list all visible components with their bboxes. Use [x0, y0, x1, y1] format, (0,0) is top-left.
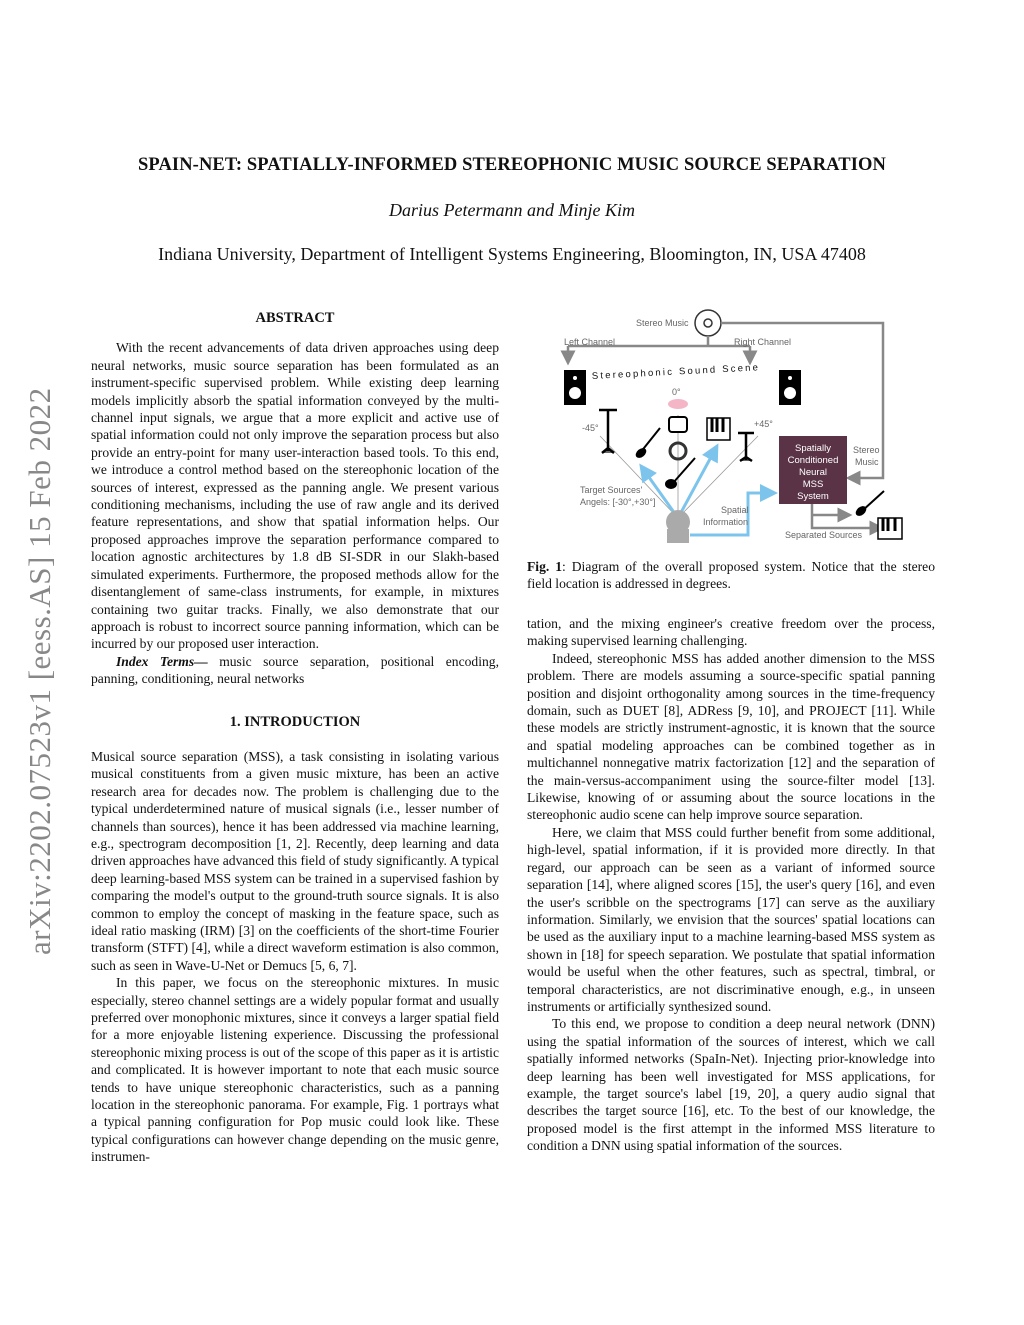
left-channel-label: Left Channel [564, 337, 616, 347]
index-terms-text: music source separation, positional encoding, panning, conditioning, neural networks [91, 653, 499, 687]
abstract-text: With the recent advancements of data driven approaches using deep neural networks, music source separation has been formulated as an instrument-specific supervised problem. While existing deep learning models implicitly absorb the spatial information conveyed by the multi-channel input signals, we argue that a more explicit and active use of spatial information could not only improve the separation process but also provide an entry-point for many user-interaction based tools. To this end, we introduce a control method based on the stereophonic location of the sources of interest, expressed as the panning angle. We present various conditioning mechanisms, including the use of raw angle and its derived feature representations, and show that spatial information helps. Our proposed approaches improve the separation performance compared to location agnostic architectures by 1.8 dB SI-SDR in our Slakh-based simulated experiments. Furthermore, the proposed methods allow for the disentanglement of same-class instruments, for example, in mixtures containing two guitar tracks. Finally, we also demonstrate that our approach is robust to incorrect source panning information, which can be incurred by our proposed user interaction. [91, 340, 499, 652]
vocals-lips-icon [668, 399, 688, 409]
abstract-heading: ABSTRACT [255, 310, 335, 326]
separated-piano-icon [878, 518, 902, 539]
spatial-info-label-2: Information [703, 517, 749, 527]
intro-paragraph-1: Musical source separation (MSS), a task consisting in isolating various musical constituents from a given music mixture, has been an active research area for decades now. The problem is challenging due to the typical underdetermined nature of musical signals (i.e., lesser number of channels than sources), hence it has been addressed via machine learning, e.g., spectrogram decomposition [1, 2]. Recently, deep learning and data driven approaches have advanced this field of study significantly. A typical deep learning-based MSS system can be trained in a supervised fashion by comparing the model's output to the ground-truth source signals. It is also common to employ the concept of masking in the feature space, such as ideal ratio masking (IRM) [3] on the coefficients of the short-time Fourier transform (STFT) [4], while a direct waveform estimation is also common, such as seen in Wave-U-Net or Demucs [5, 6, 7]. [91, 748, 499, 973]
affiliation: Indiana University, Department of Intelligent Systems Engineering, Bloomington, IN, USA 47408 [158, 244, 866, 264]
authors: Darius Petermann and Minje Kim [389, 200, 635, 220]
piano-icon [707, 418, 730, 440]
target-sources-label: Target Sources' [580, 485, 643, 495]
box-line-1: Spatially [795, 443, 831, 454]
figure-caption [527, 558, 935, 593]
right-channel-label: Right Channel [734, 337, 792, 347]
box-line-2: Conditioned [787, 455, 839, 466]
separated-sources-label: Separated Sources [785, 530, 863, 540]
right-column [527, 615, 935, 1155]
left-column [91, 310, 499, 1166]
acoustic-guitar-icon [665, 458, 695, 489]
stereo-music-right-1: Stereo [853, 445, 880, 455]
spatial-info-label-1: Spatial [721, 505, 749, 515]
intro-heading: 1. INTRODUCTION [229, 713, 361, 730]
right-speaker-icon [779, 370, 801, 405]
box-line-3: Neural [799, 467, 827, 478]
index-terms [91, 653, 499, 688]
intro-paragraph-4: Indeed, stereophonic MSS has added another dimension to the MSS problem. There are models assuming a source-specific spatial panning position and disjoint orthogonality among sources in the time-frequency domain, such as DUET [8], ADRess [9, 10], and PROJECT [11]. While these models are strictly instrument-agnostic, it is known that the source and spatial modeling approaches can be combined together as in multichannel nonnegative matrix factorization [12] and the separation of the main-versus-accompaniment using the source-filter model [13]. Likewise, knowing of or assuming about the source locations in the stereophonic audio scene can help improve source separation. [527, 650, 935, 823]
cd-icon [695, 310, 721, 336]
stereo-music-right-2: Music [855, 457, 879, 467]
index-terms-label: Index Terms— [116, 653, 208, 669]
separated-guitar-icon [854, 491, 884, 518]
caption-text: : Diagram of the overall proposed system. Notice that the stereo field location is addressed in degrees. [527, 559, 935, 592]
electric-guitar-icon [634, 428, 660, 460]
angle-zero-label: 0° [672, 387, 681, 397]
drum-icon [669, 417, 687, 432]
box-line-4: MSS [802, 479, 824, 490]
figure-1-diagram [540, 303, 930, 548]
intro-paragraph-5: Here, we claim that MSS could further benefit from some additional, high-level, spatial information, if it is provided more directly. In that regard, our approach can be seen as a variant of informed source separation [14], where aligned scores [15], the user's query [16], and even the user's scribble on the spectrograms [17] can serve as the auxiliary information. Similarly, we envision that the sources' spatial locations can be used as the auxiliary input to a machine learning-based MSS system as shown in [18] for speech separation. We postulate that spatial information would be useful when the other features, such as spectral, timbral, or temporal characteristics, are not discriminative enough, e.g., in unseen instruments or artificially synthesized sound. [527, 824, 935, 1014]
stereophonic-scene-label: Stereophonic Sound Scene [591, 362, 761, 382]
intro-paragraph-6: To this end, we propose to condition a deep neural network (DNN) using the spatial information of the sources of interest, which we call spatially informed networks (SpaIn-Net). Injecting prior-knowledge into deep learning has been well investigated for MSS applications, for example, the target source's label [19, 20], a query audio signal that describes the target source [16], etc. To the best of our knowledge, the proposed model is the first attempt in the informed MSS literature to condition a DNN using spatial information of the sources. [527, 1016, 935, 1154]
angle-pos45-label: +45° [754, 419, 773, 429]
cymbal-right-icon [738, 433, 754, 461]
caption-label: Fig. 1 [527, 559, 563, 574]
listener-head-icon [666, 510, 690, 543]
left-speaker-icon [564, 370, 586, 405]
arxiv-watermark: arXiv:2202.07523v1 [eess.AS] 15 Feb 2022 [22, 387, 57, 955]
paper-title: SPAIN-NET: SPATIALLY-INFORMED STEREOPHONIC MUSIC SOURCE SEPARATION [138, 155, 886, 175]
intro-paragraph-2: In this paper, we focus on the stereophonic mixtures. In music especially, stereo channel settings are a widely popular format and usually preferred over monophonic mixtures, since it conveys a larger spatial field for a more enjoyable listening experience. Discussing the professional stereophonic mixing process is out of the scope of this paper as it is artistic and complicated. It is however important to note that each music source tends to have unique stereophonic characteristics, such as a panning location in the stereophonic panorama. For example, Fig. 1 portrays what a typical panning configuration for Pop music could look like. These typical configurations can however change depending on the music genre, instrumen- [91, 975, 499, 1165]
box-line-5: System [797, 491, 829, 502]
intro-paragraph-3: tation, and the mixing engineer's creative freedom over the process, making supervised learning challenging. [527, 616, 935, 649]
stereo-music-label: Stereo Music [636, 318, 689, 328]
target-angles-label: Angels: [-30°,+30°] [580, 497, 656, 507]
angle-neg45-label: -45° [582, 423, 599, 433]
cymbal-left-icon [599, 410, 617, 453]
